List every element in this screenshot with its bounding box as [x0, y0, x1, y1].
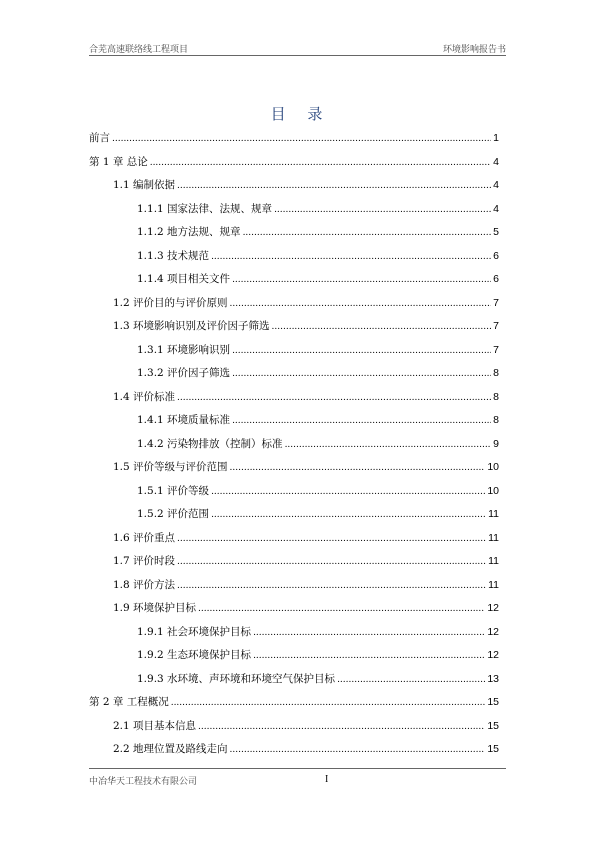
toc-entry-label: 1.5.1 评价等级	[137, 484, 210, 497]
toc-dot-leader	[112, 131, 491, 147]
toc-entry-page: 15	[487, 743, 499, 755]
toc-entry-page: 13	[487, 672, 499, 685]
toc-dot-leader	[243, 225, 492, 241]
toc-entry-page: 11	[488, 555, 499, 567]
toc-dot-leader	[274, 202, 491, 218]
toc-title	[0, 103, 595, 124]
footer-company: 中冶华天工程技术有限公司	[89, 777, 198, 787]
toc-entry-page: 10	[487, 461, 499, 473]
toc-dot-leader	[230, 742, 486, 758]
toc-entry[interactable]	[89, 177, 499, 193]
toc-entry-label: 第 2 章 工程概况	[89, 696, 169, 708]
toc-entry[interactable]	[89, 318, 499, 334]
toc-entry-label: 1.6 评价重点	[113, 531, 176, 544]
toc-entry-page: 8	[493, 414, 499, 426]
toc-entry[interactable]	[89, 671, 499, 687]
toc-entry-page: 15	[487, 719, 499, 732]
toc-entry[interactable]	[89, 459, 499, 475]
toc-entry-label: 1.5 评价等级与评价范围	[113, 461, 228, 473]
toc-entry-page: 4	[493, 202, 499, 215]
toc-entry[interactable]	[89, 365, 499, 381]
toc-dot-leader	[232, 272, 491, 288]
toc-entry[interactable]	[89, 295, 499, 311]
toc-entry-page: 11	[488, 508, 499, 520]
toc-entry[interactable]	[89, 718, 499, 734]
toc-entry[interactable]	[89, 553, 499, 569]
header-report-type: 环境影响报告书	[442, 45, 506, 55]
toc-entry-page: 5	[493, 226, 499, 238]
footer-divider	[89, 768, 506, 769]
toc-entry-label: 1.8 评价方法	[113, 578, 176, 591]
toc-title-char-1: 目	[270, 105, 288, 123]
toc-entry[interactable]	[89, 201, 499, 217]
toc-dot-leader	[171, 695, 486, 711]
toc-dot-leader	[253, 648, 485, 664]
toc-dot-leader	[211, 507, 486, 523]
toc-entry-label: 1.1.3 技术规范	[137, 249, 210, 262]
toc-dot-leader	[232, 343, 491, 359]
toc-entry[interactable]	[89, 130, 499, 146]
header-project-name: 合芜高速联络线工程项目	[89, 45, 189, 55]
toc-entry-label: 1.2 评价目的与评价原则	[113, 296, 228, 309]
toc-entry-label: 1.3.2 评价因子筛选	[137, 367, 231, 379]
toc-dot-leader	[177, 390, 491, 406]
page-header	[89, 40, 506, 56]
toc-entry-label: 1.1.2 地方法规、规章	[137, 226, 241, 238]
toc-entry-label: 1.4.2 污染物排放（控制）标准	[137, 437, 283, 450]
toc-dot-leader	[177, 578, 486, 594]
toc-dot-leader	[150, 155, 491, 171]
toc-dot-leader	[337, 672, 485, 688]
toc-entry-label: 1.1.4 项目相关文件	[137, 273, 231, 285]
toc-entry-page: 6	[493, 273, 499, 285]
toc-dot-leader	[177, 178, 491, 194]
toc-entry-label: 1.4.1 环境质量标准	[137, 414, 231, 426]
toc-entry[interactable]	[89, 506, 499, 522]
toc-entry[interactable]	[89, 694, 499, 710]
toc-title-char-2: 录	[307, 105, 325, 123]
toc-entry-page: 4	[493, 155, 499, 168]
toc-dot-leader	[232, 413, 491, 429]
toc-entry-label: 1.7 评价时段	[113, 555, 176, 567]
toc-entry[interactable]	[89, 436, 499, 452]
toc-entry[interactable]	[89, 224, 499, 240]
toc-entry[interactable]	[89, 154, 499, 170]
toc-entry-label: 1.3.1 环境影响识别	[137, 343, 231, 356]
toc-entry-label: 第 1 章 总论	[89, 155, 148, 168]
toc-dot-leader	[230, 296, 492, 312]
toc-entry-page: 9	[493, 437, 499, 450]
toc-entry[interactable]	[89, 741, 499, 757]
toc-entry[interactable]	[89, 530, 499, 546]
toc-entry-page: 12	[487, 602, 499, 614]
toc-entry-page: 8	[493, 367, 499, 379]
header-divider	[89, 55, 506, 56]
toc-dot-leader	[177, 554, 486, 570]
toc-entry-label: 1.3 环境影响识别及评价因子筛选	[113, 320, 270, 332]
toc-entry-label: 2.2 地理位置及路线走向	[113, 743, 228, 755]
toc-entry-page: 15	[487, 696, 499, 708]
toc-entry[interactable]	[89, 389, 499, 405]
toc-entry[interactable]	[89, 412, 499, 428]
toc-dot-leader	[253, 625, 485, 641]
toc-entry[interactable]	[89, 342, 499, 358]
toc-dot-leader	[285, 437, 492, 453]
toc-entry[interactable]	[89, 483, 499, 499]
toc-dot-leader	[177, 531, 486, 547]
footer-page-number: I	[325, 774, 329, 785]
toc-entry-label: 1.4 评价标准	[113, 390, 176, 403]
toc-entry-page: 12	[487, 649, 499, 661]
toc-entry-page: 11	[488, 578, 499, 591]
toc-entry[interactable]	[89, 271, 499, 287]
toc-entry[interactable]	[89, 624, 499, 640]
toc-entry-page: 12	[487, 625, 499, 638]
toc-entry[interactable]	[89, 647, 499, 663]
toc-entry[interactable]	[89, 577, 499, 593]
toc-entry-label: 1.9.1 社会环境保护目标	[137, 625, 252, 638]
toc-entry[interactable]	[89, 600, 499, 616]
toc-entry-page: 4	[493, 179, 499, 191]
toc-entry-label: 1.1.1 国家法律、法规、规章	[137, 202, 273, 215]
toc-entry-label: 2.1 项目基本信息	[113, 719, 197, 732]
toc-dot-leader	[230, 460, 486, 476]
toc-entry-page: 11	[488, 531, 499, 544]
toc-dot-leader	[211, 249, 491, 265]
toc-dot-leader	[211, 484, 485, 500]
toc-entry-label: 1.1 编制依据	[113, 179, 176, 191]
toc-entry-page: 8	[493, 390, 499, 403]
page-footer	[89, 774, 506, 788]
toc-entry-page: 10	[487, 484, 499, 497]
toc-dot-leader	[232, 366, 491, 382]
toc-entry-label: 1.9 环境保护目标	[113, 602, 197, 614]
toc-dot-leader	[198, 719, 485, 735]
toc-entry[interactable]	[89, 248, 499, 264]
toc-entry-page: 1	[493, 132, 499, 144]
toc-entry-label: 前言	[89, 132, 110, 144]
toc-entry-label: 1.5.2 评价范围	[137, 508, 210, 520]
toc-entry-page: 7	[493, 343, 499, 356]
toc-dot-leader	[198, 601, 485, 617]
toc-entry-page: 7	[493, 296, 499, 309]
toc-entry-page: 6	[493, 249, 499, 262]
toc-entry-label: 1.9.2 生态环境保护目标	[137, 649, 252, 661]
toc-dot-leader	[272, 319, 492, 335]
toc-entry-label: 1.9.3 水环境、声环境和环境空气保护目标	[137, 672, 336, 685]
toc-entry-page: 7	[493, 320, 499, 332]
